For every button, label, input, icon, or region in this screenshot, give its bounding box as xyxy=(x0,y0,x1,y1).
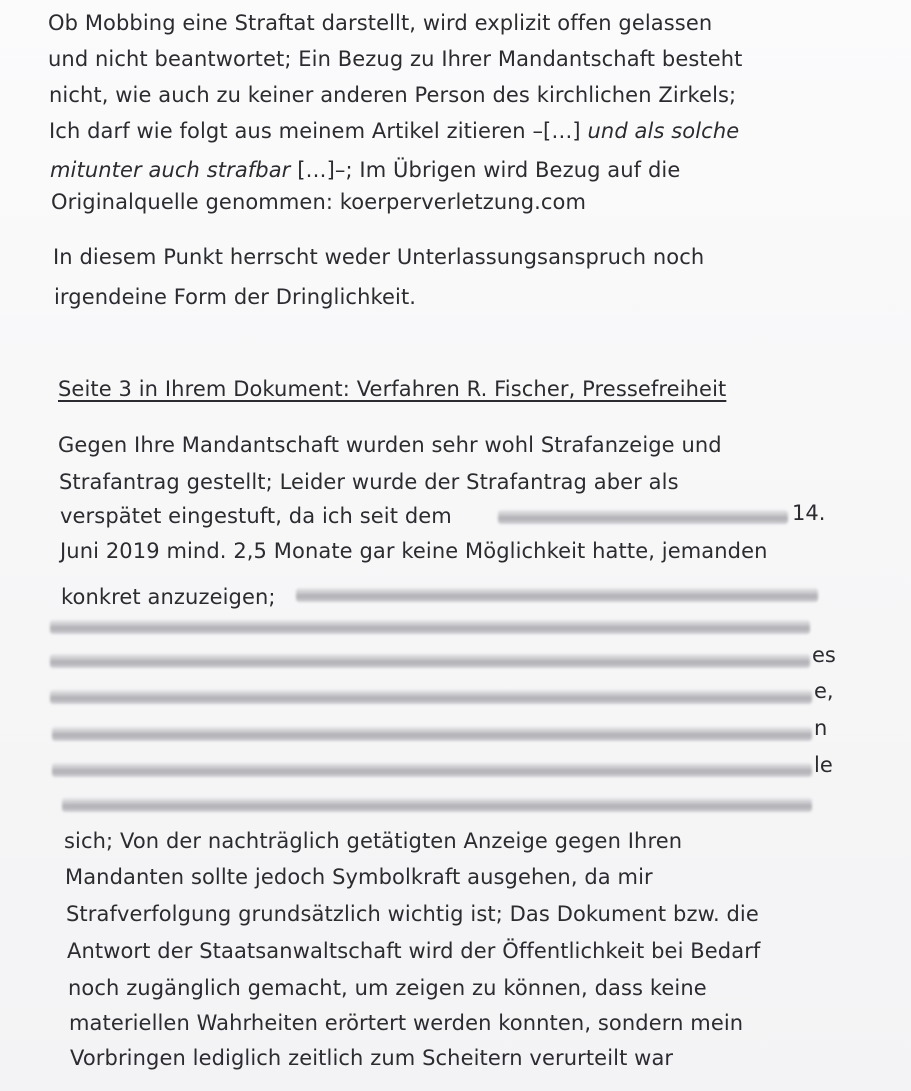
redacted-fragment: es xyxy=(812,643,836,667)
paragraph4-line-1: sich; Von der nachträglich getätigten Anzeige gegen Ihren xyxy=(64,829,683,853)
quote-outro: […]–; Im Übrigen wird Bezug auf die xyxy=(290,158,681,182)
redacted-fragment: e, xyxy=(814,679,834,703)
paragraph3-line-4: Juni 2019 mind. 2,5 Monate gar keine Möglichkeit hatte, jemanden xyxy=(60,539,768,563)
redaction-bar xyxy=(52,727,812,741)
redaction-bar xyxy=(50,654,810,668)
paragraph3-line-1: Gegen Ihre Mandantschaft wurden sehr wohl Strafanzeige und xyxy=(58,433,722,457)
paragraph4-line-7: Vorbringen lediglich zeitlich zum Scheitern verurteilt war xyxy=(70,1046,674,1070)
paragraph4-line-4: Antwort der Staatsanwaltschaft wird der Öffentlichkeit bei Bedarf xyxy=(67,939,761,963)
paragraph1-line-2: und nicht beantwortet; Ein Bezug zu Ihrer Mandantschaft besteht xyxy=(48,47,743,71)
paragraph3-line-3: verspätet eingestuft, da ich seit dem xyxy=(60,504,452,528)
quote-intro: Ich darf wie folgt aus meinem Artikel zitieren –[…] xyxy=(49,119,588,143)
paragraph4-line-3: Strafverfolgung grundsätzlich wichtig ist; Das Dokument bzw. die xyxy=(66,902,759,926)
redacted-fragment: n xyxy=(814,716,828,740)
redaction-bar xyxy=(50,690,812,704)
paragraph3-date-day: 14. xyxy=(792,501,826,525)
paragraph4-line-6: materiellen Wahrheiten erörtert werden konnten, sondern mein xyxy=(69,1011,744,1035)
paragraph3-line-2: Strafantrag gestellt; Leider wurde der Strafantrag aber als xyxy=(59,470,679,494)
redaction-bar xyxy=(52,763,812,777)
redaction-bar xyxy=(62,798,812,812)
paragraph1-line-5 xyxy=(50,155,680,185)
paragraph2-line-2: irgendeine Form der Dringlichkeit. xyxy=(54,285,417,309)
section-heading: Seite 3 in Ihrem Dokument: Verfahren R. Fischer, Pressefreiheit xyxy=(58,377,727,401)
quote-italic-2: mitunter auch strafbar xyxy=(50,158,291,182)
quote-italic-1: und als solche xyxy=(587,119,740,143)
paragraph1-line-1: Ob Mobbing eine Straftat darstellt, wird explizit offen gelassen xyxy=(48,11,713,35)
paragraph1-line-3: nicht, wie auch zu keiner anderen Person des kirchlichen Zirkels; xyxy=(49,83,737,107)
paragraph2-line-1: In diesem Punkt herrscht weder Unterlassungsanspruch noch xyxy=(53,245,705,269)
redaction-bar xyxy=(498,510,788,524)
paragraph4-line-2: Mandanten sollte jedoch Symbolkraft ausgehen, da mir xyxy=(65,865,653,889)
redaction-bar xyxy=(50,620,810,634)
paragraph4-line-5: noch zugänglich gemacht, um zeigen zu können, dass keine xyxy=(68,976,707,1000)
paragraph3-line-5: konkret anzuzeigen; xyxy=(61,585,276,609)
paragraph1-line-4 xyxy=(49,116,739,146)
redacted-fragment: le xyxy=(814,753,833,777)
redaction-bar xyxy=(296,588,818,602)
paragraph1-line-6: Originalquelle genommen: koerperverletzung.com xyxy=(51,190,587,214)
